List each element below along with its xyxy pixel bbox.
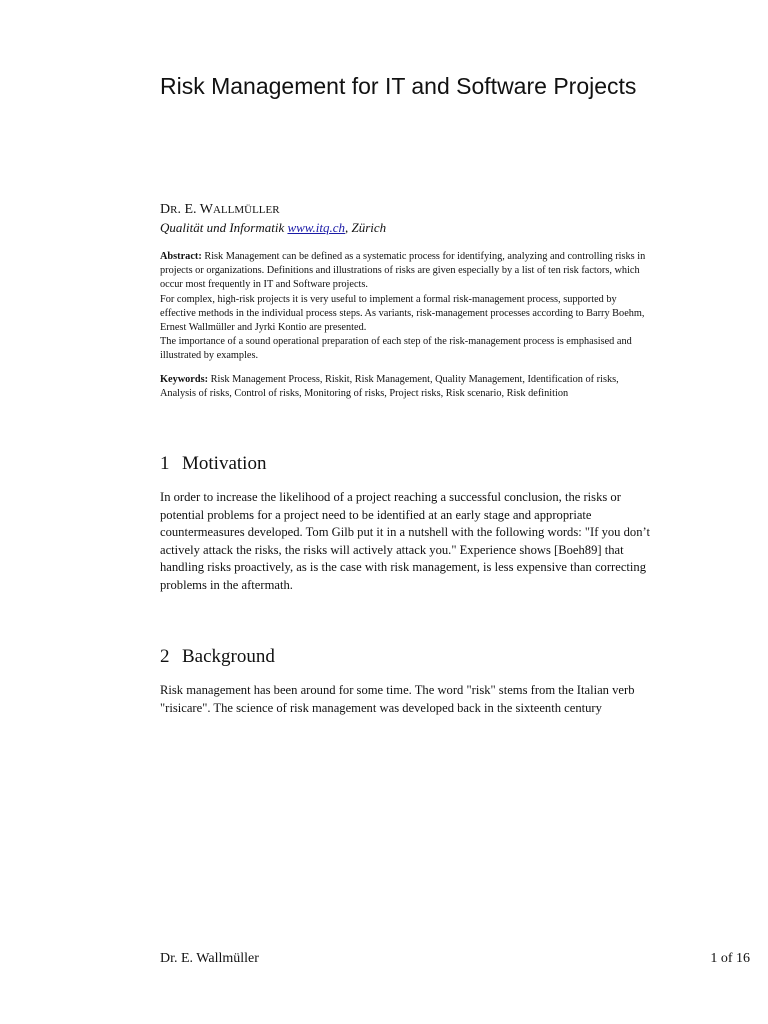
author-middle: . E. W xyxy=(177,202,213,217)
affiliation-suffix: , Zürich xyxy=(345,220,387,235)
keywords-label: Keywords: xyxy=(160,374,209,385)
section-body-background: Risk management has been around for some time. The word "risk" stems from the Italian verb "risicare". The science of risk management was developed back in the sixteenth century xyxy=(160,683,635,715)
abstract-paragraph-3: The importance of a sound operational preparation of each step of the risk-management process is emphasised and illustrated by examples. xyxy=(160,336,632,362)
abstract-text-1: Risk Management can be defined as a systematic process for identifying, analyzing and controlling risks in projects or organizations. Definitions and illustrations of risks are given especially by a list of ten risk factors, which occur most frequently in IT and Software projects. xyxy=(160,251,646,291)
affiliation-link[interactable]: www.itq.ch xyxy=(287,220,346,235)
section-title: Motivation xyxy=(182,453,267,474)
abstract-block xyxy=(160,250,650,364)
abstract-paragraph-1 xyxy=(160,250,650,293)
section-title: Background xyxy=(182,646,275,667)
keywords-block xyxy=(160,373,650,401)
affiliation-org: Qualität und Informatik xyxy=(160,220,288,235)
footer-page-number: 1 of 16 xyxy=(710,951,750,966)
section-body-motivation: In order to increase the likelihood of a project reaching a successful conclusion, the risks or potential problems for a project need to be identified at an early stage and appropriate countermeasures developed. Tom Gilb put it in a nutshell with the following words: "If you don’t actively attack the risks, the risks will actively attack you." Experience shows [Boeh89] that handling risks proactively, as is the case with risk management, is less expensive than correcting problems in the aftermath. xyxy=(160,490,650,592)
author-prefix-small: R xyxy=(170,204,178,216)
author-surname-small: ALLMÜLLER xyxy=(212,204,280,216)
paper-title: Risk Management for IT and Software Projects xyxy=(160,73,637,99)
section-heading-motivation xyxy=(160,452,266,476)
author-prefix: D xyxy=(160,202,171,217)
author-name xyxy=(160,201,280,219)
abstract-paragraph-2: For complex, high-risk projects it is very useful to implement a formal risk-management process, supported by effective methods in the individual process steps. As variants, risk-management processes according to Barry Boehm, Ernest Wallmüller and Jyrki Kontio are presented. xyxy=(160,293,645,334)
footer-author: Dr. E. Wallmüller xyxy=(160,951,259,966)
author-affiliation xyxy=(160,219,386,237)
section-number: 2 xyxy=(160,646,170,667)
section-number: 1 xyxy=(160,453,170,474)
abstract-label: Abstract: xyxy=(160,251,202,262)
keywords-text: Risk Management Process, Riskit, Risk Management, Quality Management, Identification of risks, Analysis of risks, Control of risks, Monitoring of risks, Project risks, Risk scenario, Risk definition xyxy=(160,374,619,400)
section-heading-background xyxy=(160,645,275,669)
